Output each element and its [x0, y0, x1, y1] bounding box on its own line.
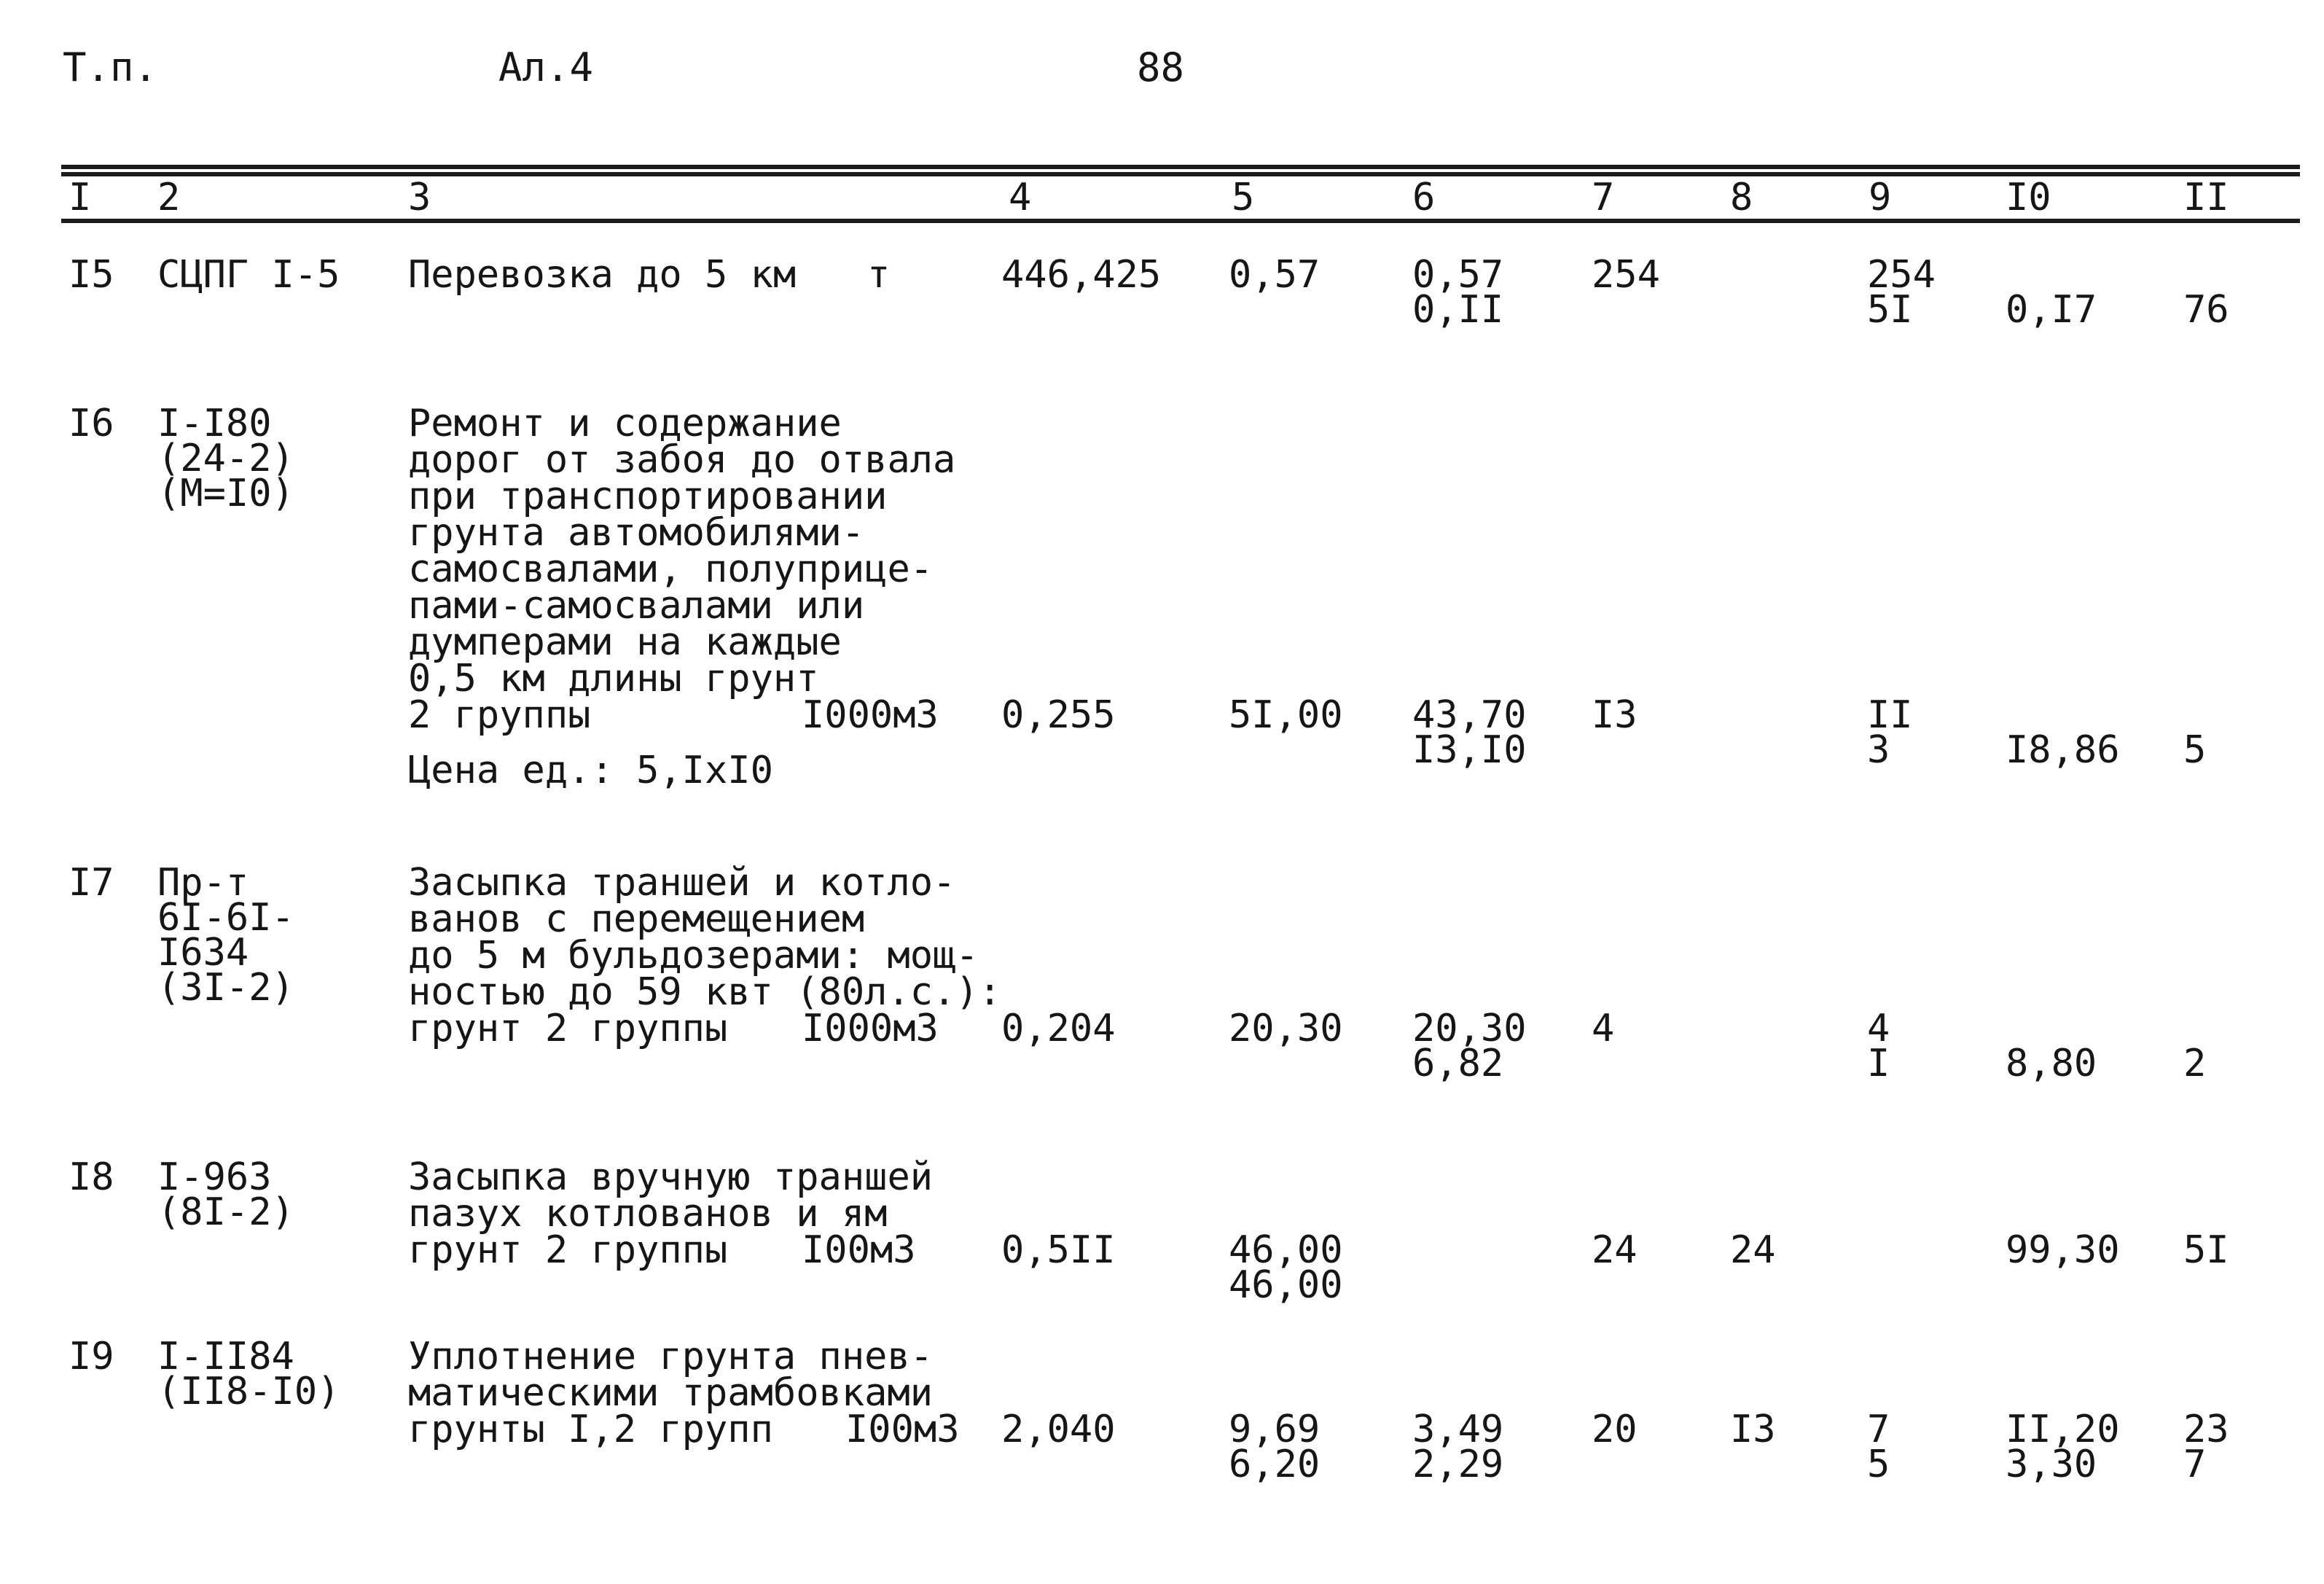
cost-col11-line1: 5I — [2183, 1228, 2229, 1272]
work-description-line: грунты I,2 групп — [408, 1408, 773, 1451]
unit-cost: 20,30 — [1229, 1007, 1343, 1050]
quantity: 2,040 — [1001, 1408, 1116, 1451]
norm-code: СЦПГ I-5 — [157, 253, 340, 297]
quantity: 0,255 — [1001, 693, 1116, 737]
work-description-line: до 5 м бульдозерами: мощ- — [408, 934, 979, 978]
work-description-line: грунт 2 группы — [408, 1007, 728, 1050]
cost-col6-line1: 3,49 — [1412, 1408, 1504, 1451]
cost-col5-line1: 46,00 — [1229, 1228, 1343, 1272]
cost-col6-line2: 6,82 — [1412, 1042, 1504, 1085]
work-description-line: самосвалами, полуприце- — [408, 547, 934, 591]
row-number: I9 — [69, 1335, 114, 1378]
cost-col10-line2: I8,86 — [2006, 728, 2120, 772]
quantity: 446,425 — [1001, 253, 1162, 297]
unit-of-measure: I000м3 — [802, 693, 939, 737]
cost-col7: 24 — [1592, 1228, 1638, 1272]
norm-code-line3: (М=I0) — [157, 472, 294, 515]
album-label: Ал.4 — [498, 44, 594, 90]
cost-col11-line1: 23 — [2183, 1408, 2229, 1451]
norm-code-line4: (3I-2) — [157, 966, 294, 1010]
cost-col10-line1: 99,30 — [2006, 1228, 2120, 1272]
work-description-line: грунта автомобилями- — [408, 511, 865, 555]
column-header-5: 5 — [1232, 176, 1255, 219]
cost-col9-line2: 5I — [1867, 288, 1913, 332]
cost-col6-line2: 0,II — [1412, 288, 1504, 332]
work-description-line: ностью до 59 квт (80л.с.): — [408, 970, 1001, 1014]
cost-col10-line1: II,20 — [2006, 1408, 2120, 1451]
norm-code-line2: (24-2) — [157, 437, 294, 480]
cost-col6-line1: 0,57 — [1412, 253, 1504, 297]
column-header-4: 4 — [1009, 176, 1032, 219]
cost-col9-line2: 5 — [1867, 1443, 1890, 1486]
cost-col10-line2: 8,80 — [2006, 1042, 2097, 1085]
row-number: I7 — [69, 861, 114, 905]
work-description-line: матическими трамбовками — [408, 1371, 934, 1415]
quantity: 0,204 — [1001, 1007, 1116, 1050]
table-top-rule — [61, 165, 2300, 169]
unit-cost: 0,57 — [1229, 253, 1321, 297]
norm-code-line2: (II8-I0) — [157, 1370, 340, 1413]
cost-col10-line2: 0,I7 — [2006, 288, 2097, 332]
work-description-line: ванов с перемещением — [408, 897, 865, 941]
work-description-line: Засыпка вручную траншей — [408, 1155, 934, 1199]
cost-col8: I3 — [1730, 1408, 1776, 1451]
norm-code-line2: 6I-6I- — [157, 896, 294, 940]
norm-code-line1: I-963 — [157, 1155, 272, 1199]
unit-of-measure: I00м3 — [802, 1228, 916, 1272]
norm-code-line1: I-I80 — [157, 402, 272, 445]
cost-col11-line2: 2 — [2183, 1042, 2207, 1085]
cost-col11-line2: 5 — [2183, 728, 2207, 772]
price-note: Цена ед.: 5,IxI0 — [408, 749, 773, 792]
row-number: I5 — [69, 253, 114, 297]
work-description-line: думперами на каждые — [408, 620, 842, 664]
unit-of-measure: I00м3 — [845, 1408, 960, 1451]
row-number: I8 — [69, 1155, 114, 1199]
cost-col8: 24 — [1730, 1228, 1776, 1272]
column-header-1: I — [69, 176, 92, 219]
cost-col5-line1: 9,69 — [1229, 1408, 1321, 1451]
cost-col9-line1: 254 — [1867, 253, 1936, 297]
norm-code-line1: I-II84 — [157, 1335, 294, 1378]
quantity: 0,5II — [1001, 1228, 1116, 1272]
work-description — [408, 1155, 1006, 1272]
cost-col5-line2: 6,20 — [1229, 1443, 1321, 1486]
work-description-line: 0,5 км длины грунт — [408, 657, 819, 701]
work-description-line: Засыпка траншей и котло- — [408, 861, 956, 905]
column-header-11: II — [2183, 176, 2229, 219]
cost-col7: 254 — [1592, 253, 1660, 297]
page-number: 88 — [1137, 44, 1185, 90]
work-description-line: 2 группы — [408, 693, 591, 737]
column-header-2: 2 — [157, 176, 181, 219]
unit-of-measure: I000м3 — [802, 1007, 939, 1050]
column-header-7: 7 — [1592, 176, 1615, 219]
work-description-line: Уплотнение грунта пнев- — [408, 1335, 934, 1378]
work-description-line: грунт 2 группы — [408, 1228, 728, 1272]
norm-code-line2: (8I-2) — [157, 1190, 294, 1234]
column-header-3: 3 — [408, 176, 431, 219]
cost-col11-line2: 7 — [2183, 1443, 2207, 1486]
cost-col9-line2: 3 — [1867, 728, 1890, 772]
cost-col6-line1: 20,30 — [1412, 1007, 1527, 1050]
cost-col5-line2: 46,00 — [1229, 1263, 1343, 1307]
column-header-8: 8 — [1730, 176, 1753, 219]
work-description-line: дорог от забоя до отвала — [408, 438, 956, 482]
cost-col11-line2: 76 — [2183, 288, 2229, 332]
work-description-line: при транспортировании — [408, 475, 888, 518]
work-description: Перевозка до 5 км — [408, 253, 797, 297]
work-description-line: Ремонт и содержание — [408, 402, 842, 445]
column-header-rule — [61, 219, 2300, 223]
cost-col10-line2: 3,30 — [2006, 1443, 2097, 1486]
norm-code-line3: I634 — [157, 931, 249, 975]
table-top-rule-double — [61, 172, 2300, 176]
column-header-6: 6 — [1412, 176, 1436, 219]
norm-code-line1: Пр-т — [157, 861, 249, 905]
column-header-9: 9 — [1869, 176, 1892, 219]
cost-col9-line1: II — [1867, 693, 1913, 737]
cost-col7: 20 — [1592, 1408, 1638, 1451]
cost-col9-line1: 7 — [1867, 1408, 1890, 1451]
work-description — [408, 402, 1006, 737]
document-label: Т.п. — [63, 44, 158, 90]
row-number: I6 — [69, 402, 114, 445]
column-header-10: I0 — [2006, 176, 2051, 219]
cost-col6-line2: 2,29 — [1412, 1443, 1504, 1486]
work-description-line: пами-самосвалами или — [408, 584, 865, 628]
unit-cost: 5I,00 — [1229, 693, 1343, 737]
cost-col7: I3 — [1592, 693, 1638, 737]
cost-col9-line2: I — [1867, 1042, 1890, 1085]
unit-of-measure: т — [867, 253, 891, 297]
cost-col9-line1: 4 — [1867, 1007, 1890, 1050]
cost-col6-line1: 43,70 — [1412, 693, 1527, 737]
cost-col7: 4 — [1592, 1007, 1615, 1050]
work-description-line: пазух котлованов и ям — [408, 1192, 888, 1236]
cost-col6-line2: I3,I0 — [1412, 728, 1527, 772]
